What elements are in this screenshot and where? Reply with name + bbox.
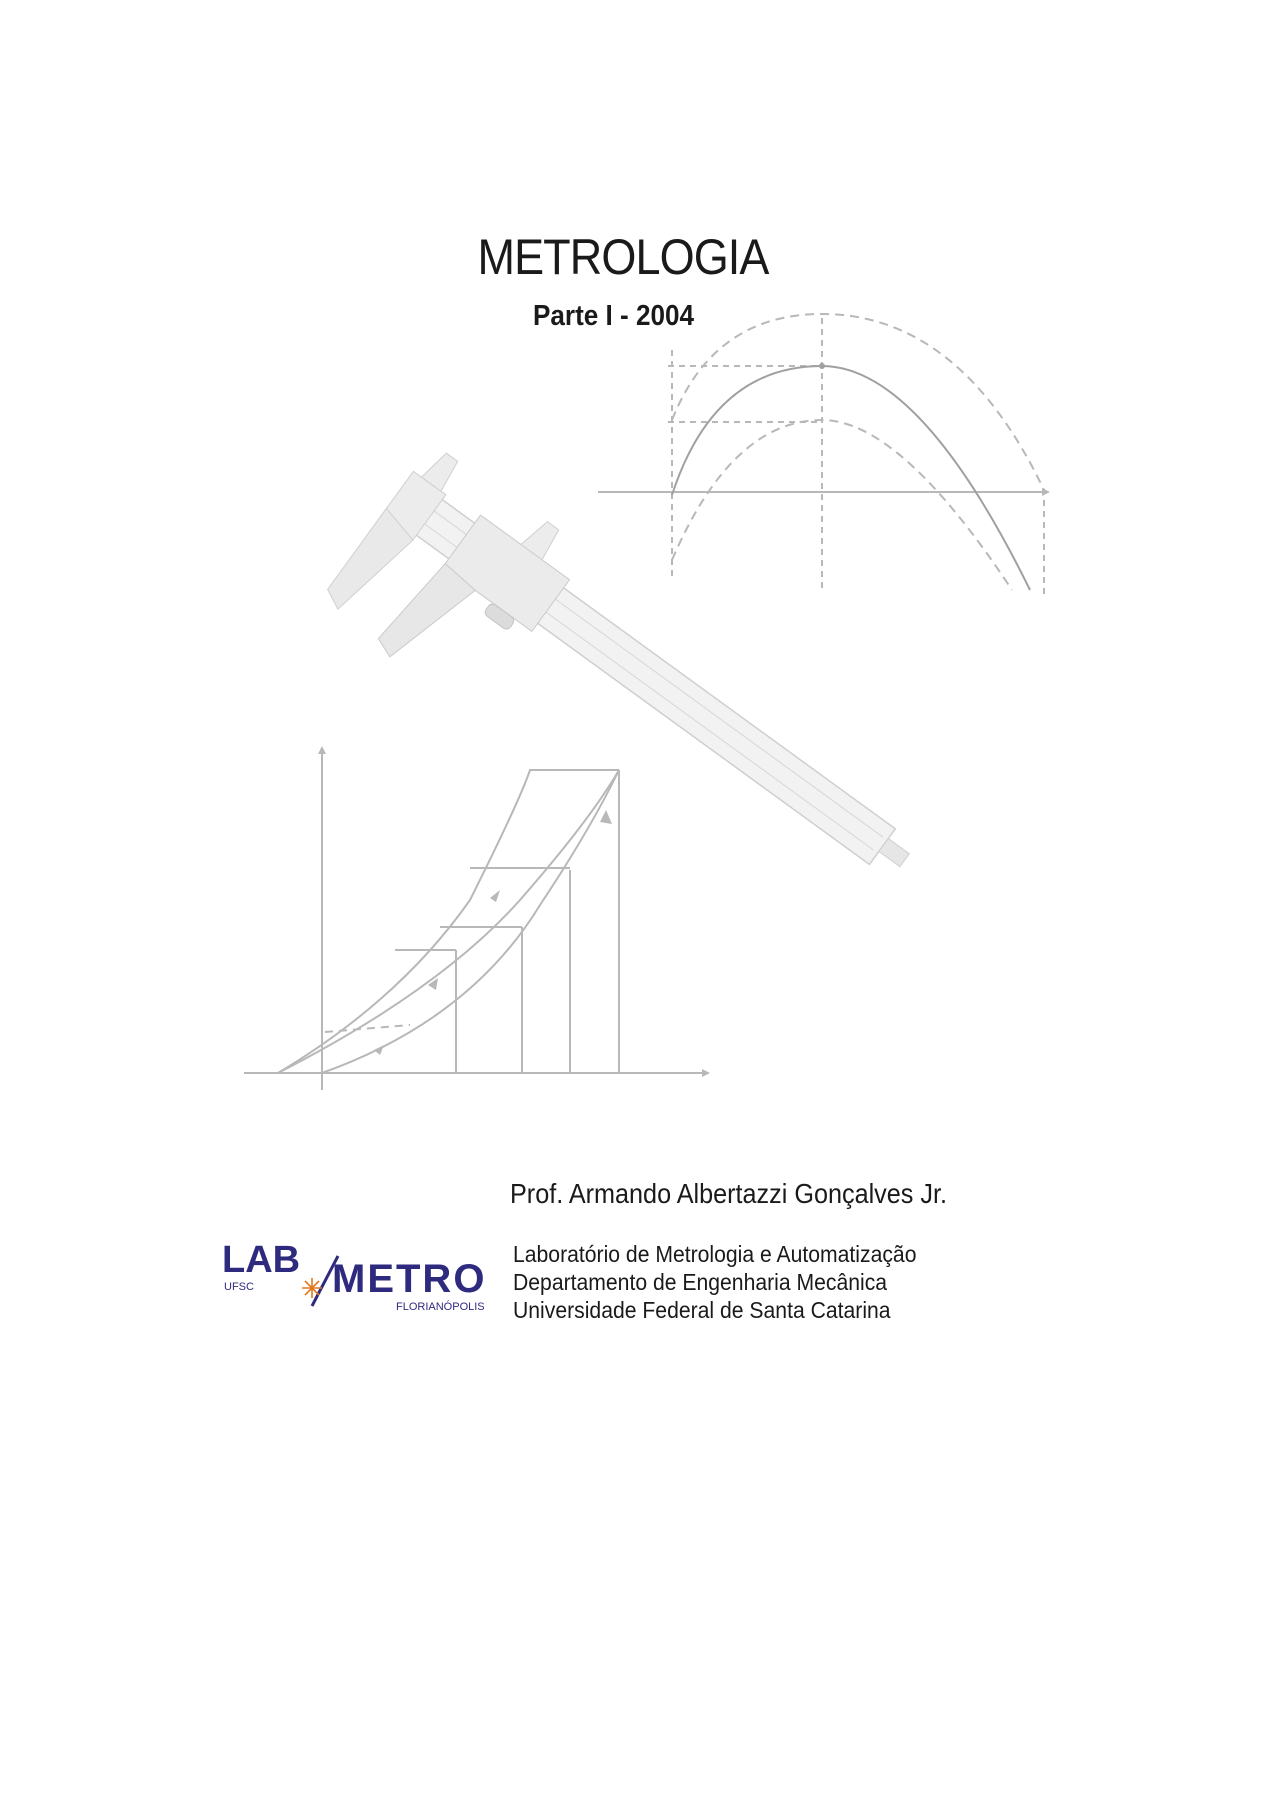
hysteresis-curve-icon [244, 746, 710, 1090]
logo-lab-text: LAB [222, 1239, 301, 1281]
vernier-caliper-icon [317, 441, 942, 972]
affiliation-line: Laboratório de Metrologia e Automatização [513, 1241, 917, 1267]
labmetro-logo [220, 1238, 496, 1316]
logo-city-text: FLORIANÓPOLIS [396, 1301, 485, 1313]
affiliation-block [513, 1240, 916, 1324]
affiliation-line: Universidade Federal de Santa Catarina [513, 1297, 891, 1323]
document-title: METROLOGIA [477, 229, 769, 285]
logo-metro-text: METRO [332, 1257, 487, 1301]
parabola-curves-icon [598, 314, 1050, 595]
logo-ufsc-text: UFSC [224, 1281, 254, 1293]
affiliation-line: Departamento de Engenharia Mecânica [513, 1269, 888, 1295]
document-subtitle: Parte I - 2004 [533, 300, 695, 332]
starburst-icon [302, 1278, 322, 1298]
author-name: Prof. Armando Albertazzi Gonçalves Jr. [510, 1178, 948, 1209]
